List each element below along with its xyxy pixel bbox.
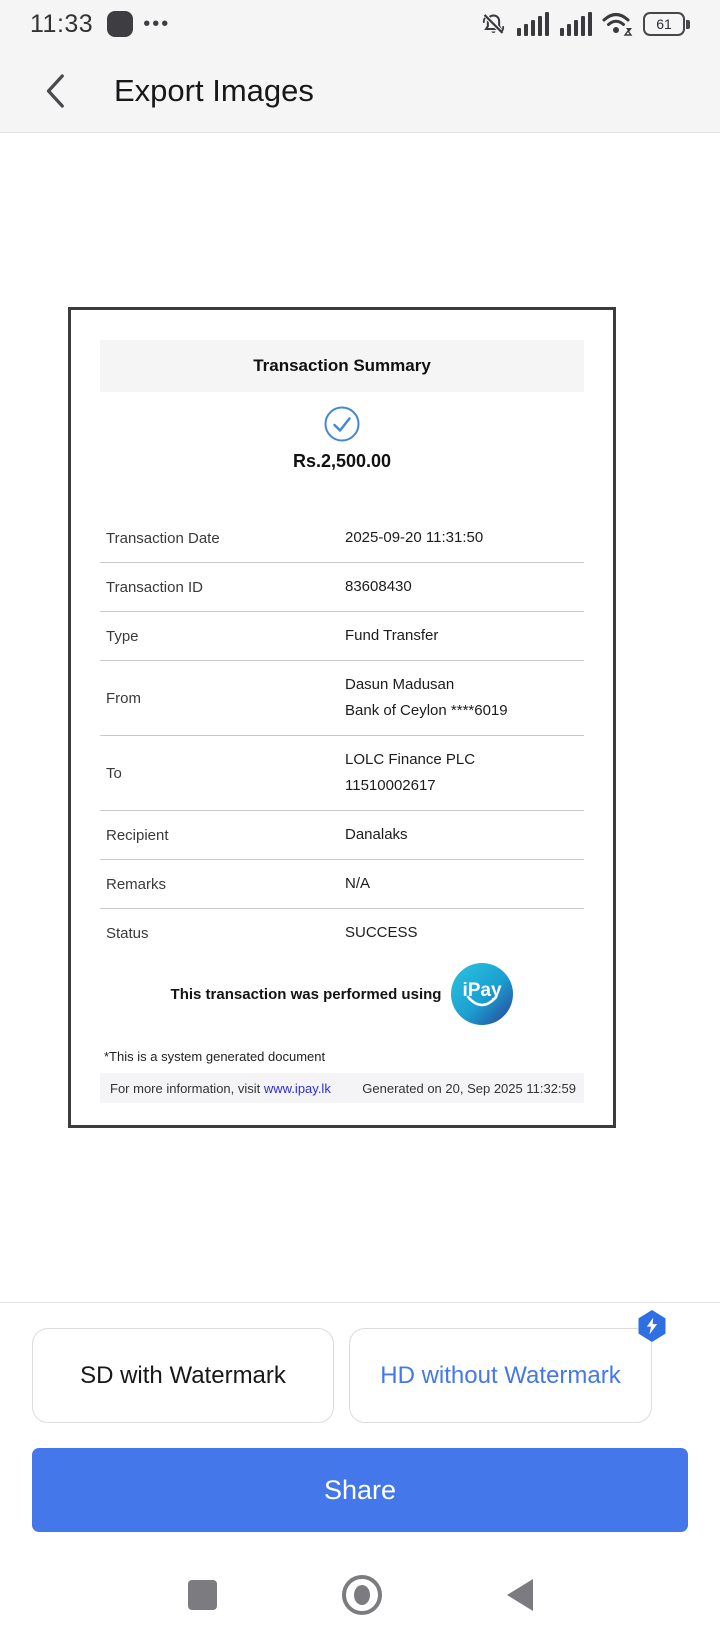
share-button-label: Share — [323, 1474, 397, 1505]
wifi-icon — [602, 11, 634, 38]
success-check-icon — [323, 405, 361, 443]
sd-button-label: SD with Watermark — [80, 1361, 286, 1389]
transaction-details — [100, 514, 584, 957]
performed-using-line: This transaction was performed using iPay — [100, 963, 584, 1025]
notification-dots-icon: ••• — [143, 12, 171, 35]
table-row: From Dasun Madusan Bank of Ceylon ****6019 — [100, 661, 584, 736]
page-title: Export Images — [114, 72, 314, 108]
footer-info-text: For more information, visit — [110, 1080, 264, 1096]
receipt-header-band — [100, 340, 584, 392]
table-row: Recipient Danalaks — [100, 811, 584, 860]
transaction-amount: Rs.2,500.00 — [292, 451, 392, 471]
share-button[interactable] — [32, 1448, 688, 1532]
table-row: Status SUCCESS — [106, 924, 418, 942]
table-row: Transaction ID 83608430 — [100, 563, 584, 612]
home-circle-icon[interactable] — [342, 1575, 382, 1615]
chevron-left-icon — [41, 72, 71, 110]
table-row: To LOLC Finance PLC 11510002617 — [100, 736, 584, 811]
sd-with-watermark-button[interactable] — [32, 1328, 334, 1423]
cellular-signal-icon-sim1 — [516, 11, 550, 37]
receipt-title: Transaction Summary — [253, 356, 431, 375]
generated-timestamp: Generated on 20, Sep 2025 11:32:59 — [362, 1080, 576, 1096]
screen-record-indicator-icon — [107, 11, 133, 37]
table-row: Transaction Date 2025-09-20 11:31:50 — [100, 514, 584, 563]
transaction-receipt-card — [68, 307, 616, 1128]
sheet-divider — [0, 1302, 720, 1303]
receipt-footer — [100, 1073, 584, 1103]
ipay-logo-icon — [451, 963, 513, 1025]
table-row: Type Fund Transfer — [100, 612, 584, 661]
mute-bell-icon — [480, 11, 507, 38]
hd-without-watermark-button[interactable] — [349, 1328, 652, 1423]
battery-percent: 61 — [643, 12, 685, 36]
back-button[interactable] — [36, 71, 76, 111]
back-triangle-icon[interactable] — [507, 1579, 533, 1611]
app-bar — [0, 48, 720, 133]
recents-square-icon[interactable] — [188, 1580, 217, 1610]
ipay-link[interactable]: www.ipay.lk — [263, 1080, 331, 1096]
status-bar — [0, 0, 720, 48]
hd-button-label: HD without Watermark — [380, 1361, 621, 1389]
android-nav-bar — [0, 1560, 720, 1630]
svg-text:iPay: iPay — [462, 980, 502, 1001]
cellular-signal-icon-sim2 — [559, 11, 593, 37]
table-row: Remarks N/A — [100, 860, 584, 909]
top-chrome — [0, 0, 720, 133]
lightning-bolt-icon — [644, 1317, 660, 1335]
system-generated-note: *This is a system generated document — [104, 1049, 326, 1064]
battery-icon — [643, 12, 690, 36]
clock: 11:33 — [30, 9, 94, 38]
